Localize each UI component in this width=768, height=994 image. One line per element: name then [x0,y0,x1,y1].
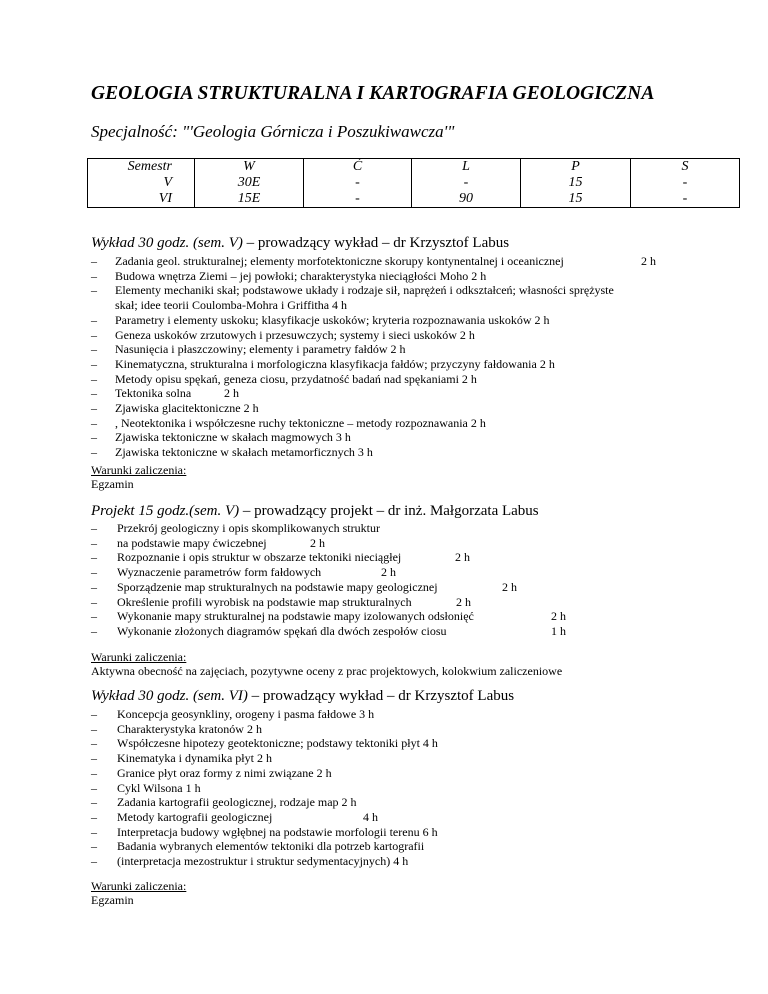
list-item: – Nasunięcia i płaszczowiny; elementy i parametry fałdów 2 h [91,342,614,357]
list-item: – Współczesne hipotezy geotektoniczne; podstawy tektoniki płyt 4 h [91,736,438,751]
list-item: – Kinematyka i dynamika płyt 2 h [91,751,438,766]
conditions-text: Egzamin [91,477,134,491]
list-item: – Zjawiska glacitektoniczne 2 h [91,401,614,416]
list-item: – Rozpoznanie i opis struktur w obszarze tektoniki nieciągłej 2 h [91,550,474,565]
list-item: – Metody opisu spękań, geneza ciosu, przydatność badań nad spękaniami 2 h [91,372,614,387]
list-item: – Zadania geol. strukturalnej; elementy morfotektoniczne skorupy kontynentalnej i oceanicznej 2 h [91,254,614,269]
table-cell: V [88,175,195,191]
table-row [88,159,740,176]
table-cell: 15E [195,191,304,208]
conditions-label: Warunki zaliczenia: [91,879,187,893]
section-heading-rest: – prowadzący projekt – dr inż. Małgorzata Labus [239,503,539,519]
list-item: – Sporządzenie map strukturalnych na podstawie mapy geologicznej 2 h [91,580,474,595]
hours-label: 2 h [455,550,470,565]
conditions-label: Warunki zaliczenia: [91,463,187,477]
conditions-text: Egzamin [91,893,134,907]
table-cell: VI [88,191,195,208]
list-item-continuation: skał; idee teorii Coulomba-Mohra i Griffitha 4 h [115,298,348,313]
hours-label: 2 h [456,594,471,609]
table-cell: Ć [304,159,412,176]
list-item: – Granice płyt oraz formy z nimi związane 2 h [91,766,438,781]
conditions-project-v [91,650,562,678]
section-heading-italic: Projekt 15 godz.(sem. V) [91,503,240,519]
table-cell: 15 [521,191,631,208]
list-item: – Wyznaczenie parametrów form fałdowych 2 h [91,565,474,580]
table-cell: W [195,159,304,176]
document-title: GEOLOGIA STRUKTURALNA I KARTOGRAFIA GEOLOGICZNA [91,83,655,104]
table-row [88,175,740,191]
section-heading-italic: Wykład 30 godz. (sem. VI) [91,688,248,704]
list-item: – , Neotektonika i współczesne ruchy tektoniczne – metody rozpoznawania 2 h [91,416,614,431]
conditions-label: Warunki zaliczenia: [91,650,187,664]
table-cell: 30E [195,175,304,191]
hours-label: 1 h [551,623,566,638]
list-item: – Charakterystyka kratonów 2 h [91,722,438,737]
list-item: – na podstawie mapy ćwiczebnej 2 h [91,536,474,551]
list-item: – Przekrój geologiczny i opis skomplikowanych struktur [91,521,474,536]
hours-label: 4 h [363,809,378,824]
section-heading-project-v [91,503,539,520]
table-cell: 90 [412,191,521,208]
lecture-vi-topic-list [91,707,438,869]
table-cell: - [304,175,412,191]
table-cell: - [631,191,740,208]
list-item: – Zjawiska tektoniczne w skałach metamorficznych 3 h [91,445,614,460]
list-item: – Określenie profili wyrobisk na podstawie map strukturalnych 2 h [91,595,474,610]
list-item: – Interpretacja budowy wgłębnej na podstawie morfologii terenu 6 h [91,825,438,840]
conditions-text: Aktywna obecność na zajęciach, pozytywne oceny z prac projektowych, kolokwium zaliczeniowe [91,664,563,678]
conditions-lecture-v [91,463,186,491]
list-item: – Badania wybranych elementów tektoniki dla potrzeb kartografii [91,839,438,854]
lecture-v-topic-list [91,254,656,460]
section-heading-rest: – prowadzący wykład – dr Krzysztof Labus [242,235,510,251]
table-cell: - [304,191,412,208]
list-item: – Wykonanie mapy strukturalnej na podstawie mapy izolowanych odsłonięć 2 h [91,609,474,624]
section-heading-lecture-vi [91,688,514,705]
list-item: – Zadania kartografii geologicznej, rodzaje map 2 h [91,795,438,810]
hours-label: 2 h [310,535,325,550]
project-v-task-list [91,521,566,639]
section-heading-rest: – prowadzący wykład – dr Krzysztof Labus [247,688,515,704]
table-cell: S [631,159,740,176]
table-cell: - [412,175,521,191]
list-item: – Geneza uskoków zrzutowych i przesuwczych; systemy i sieci uskoków 2 h [91,328,614,343]
list-item: – Metody kartografii geologicznej 4 h [91,810,438,825]
semester-table [87,158,740,208]
table-cell: - [631,175,740,191]
list-item: – Parametry i elementy uskoku; klasyfikacje uskoków; kryteria rozpoznawania uskoków 2 h [91,313,614,328]
table-cell: L [412,159,521,176]
table-row [88,191,740,208]
list-item: – Budowa wnętrza Ziemi – jej powłoki; charakterystyka nieciągłości Moho 2 h [91,269,614,284]
hours-label: 2 h [381,565,396,580]
specialty-line: Specjalność: "'Geologia Górnicza i Poszukiwawcza'" [91,122,455,141]
list-item: – Tektonika solna 2 h [91,386,614,401]
list-item: – Kinematyczna, strukturalna i morfologiczna klasyfikacja fałdów; przyczyny fałdowania 2 h [91,357,614,372]
section-heading-lecture-v [91,235,509,252]
hours-label: 2 h [641,254,656,268]
list-item: – Zjawiska tektoniczne w skałach magmowych 3 h [91,430,614,445]
hours-label: 2 h [551,609,566,624]
list-item: – Wykonanie złożonych diagramów spękań dla dwóch zespołów ciosu 1 h [91,624,474,639]
section-heading-italic: Wykład 30 godz. (sem. V) [91,235,243,251]
list-item: – (interpretacja mezostruktur i struktur sedymentacyjnych) 4 h [91,854,438,869]
table-cell: P [521,159,631,176]
conditions-lecture-vi [91,879,186,907]
hours-label: 2 h [224,386,239,401]
hours-label: 2 h [502,579,517,594]
list-item: – Koncepcja geosynkliny, orogeny i pasma fałdowe 3 h [91,707,438,722]
list-item: – Elementy mechaniki skał; podstawowe układy i rodzaje sił, naprężeń i odkształceń; własności sprężyste [91,283,614,298]
table-cell: 15 [521,175,631,191]
table-cell: Semestr [88,159,195,176]
list-item: – Cykl Wilsona 1 h [91,781,438,796]
